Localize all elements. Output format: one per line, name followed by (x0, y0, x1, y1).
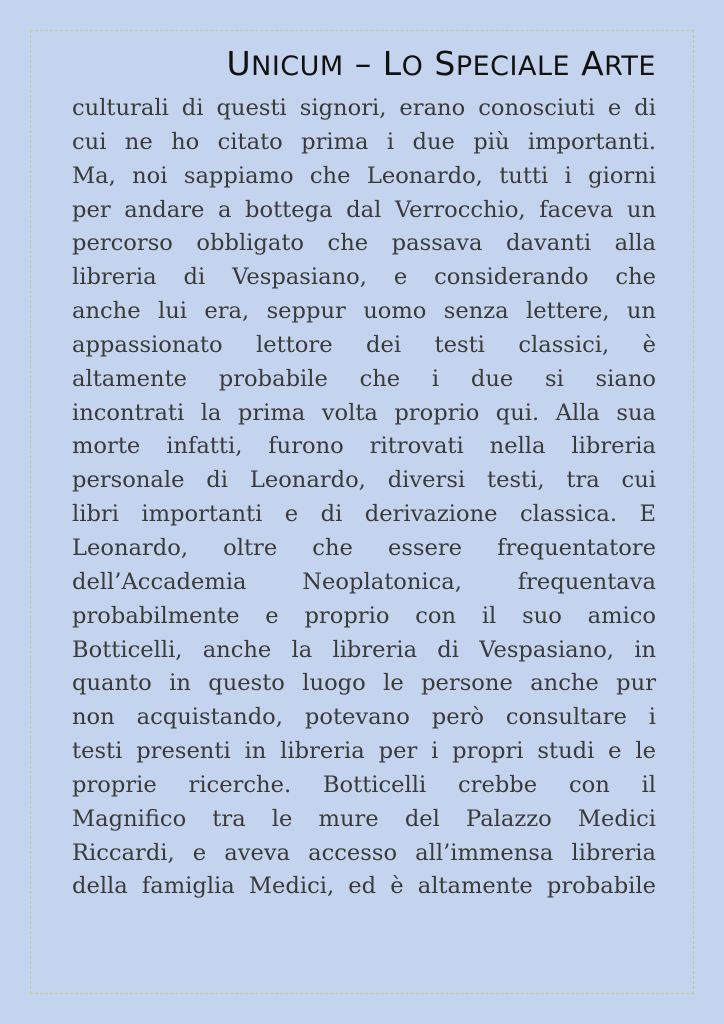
text-line: probabilmente e proprio con il suo amico (72, 602, 656, 629)
text-line: Botticelli, anche la libreria di Vespasiano, in (72, 636, 656, 663)
page-header-title: UNICUM – LO SPECIALE ARTE (226, 44, 656, 83)
text-line: dell’Accademia Neoplatonica, frequentava (72, 568, 656, 595)
text-line: percorso obbligato che passava davanti alla (72, 230, 656, 257)
text-line: appassionato lettore dei testi classici, è (72, 331, 656, 358)
text-line: Riccardi, e aveva accesso all’immensa libreria (72, 839, 656, 866)
text-line: incontrati la prima volta proprio qui. Alla sua (72, 399, 656, 426)
text-line: personale di Leonardo, diversi testi, tra cui (72, 467, 656, 494)
text-line: libri importanti e di derivazione classica. E (72, 501, 656, 528)
text-line: anche lui era, seppur uomo senza lettere, un (72, 298, 656, 325)
text-line: per andare a bottega dal Verrocchio, faceva un (72, 196, 656, 223)
text-line: testi presenti in libreria per i propri studi e le (72, 738, 656, 765)
text-line: morte infatti, furono ritrovati nella libreria (72, 433, 656, 460)
text-line: proprie ricerche. Botticelli crebbe con il (72, 771, 656, 798)
text-line: libreria di Vespasiano, e considerando che (72, 264, 656, 291)
text-line: quanto in questo luogo le persone anche pur (72, 670, 656, 697)
text-line: cui ne ho citato prima i due più importanti. (72, 128, 656, 155)
text-line: della famiglia Medici, ed è altamente probabile (72, 873, 656, 900)
text-line: Ma, noi sappiamo che Leonardo, tutti i giorni (72, 162, 656, 189)
text-line: Magnifico tra le mure del Palazzo Medici (72, 805, 656, 832)
text-line: altamente probabile che i due si siano (72, 365, 656, 392)
text-line: Leonardo, oltre che essere frequentatore (72, 534, 656, 561)
text-line: culturali di questi signori, erano conosciuti e di (72, 95, 656, 121)
text-line: non acquistando, potevano però consultare i (72, 704, 656, 731)
body-text (72, 92, 656, 904)
